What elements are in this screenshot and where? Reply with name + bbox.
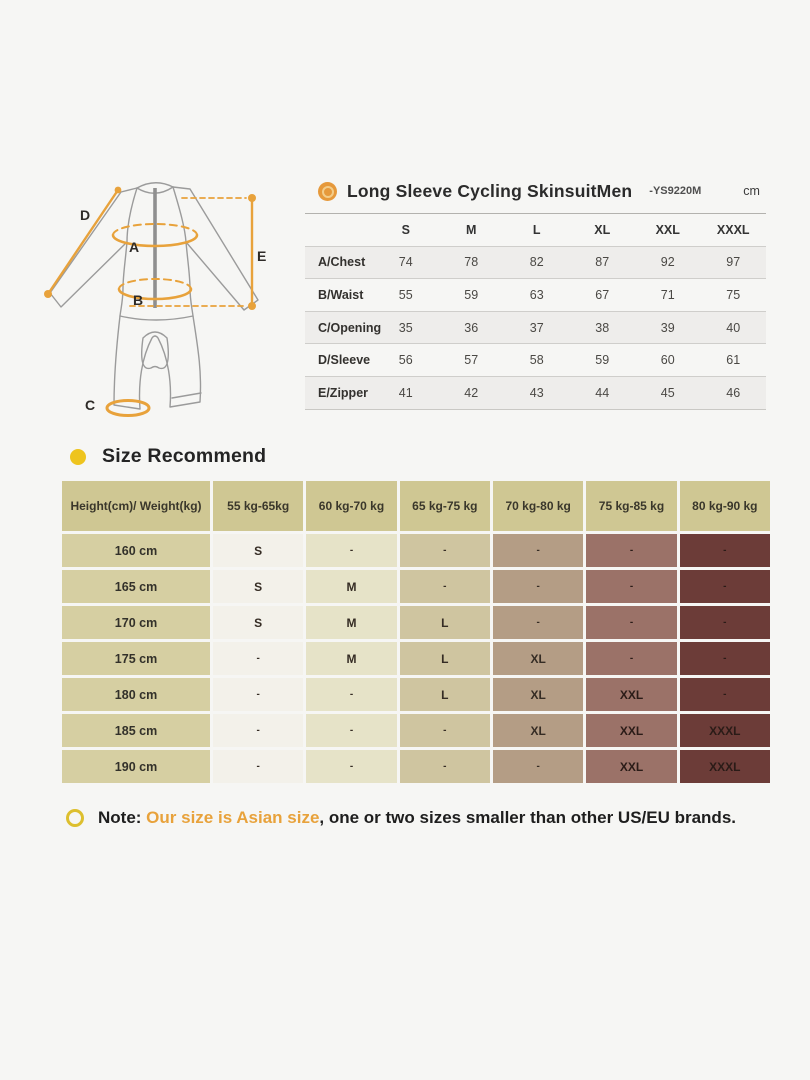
- height-row-header: 165 cm: [62, 570, 210, 603]
- recommend-size-cell: -: [680, 570, 770, 603]
- measurement-value: 74: [398, 255, 413, 270]
- product-title-row: [318, 179, 768, 203]
- size-column-header: XXL: [655, 222, 680, 237]
- measurement-lines: [48, 190, 252, 416]
- recommend-size-cell: -: [493, 570, 583, 603]
- recommend-size-cell: XL: [493, 714, 583, 747]
- recommend-size-cell: -: [306, 714, 396, 747]
- measurement-value: 59: [464, 287, 479, 302]
- recommend-size-cell: XXXL: [680, 714, 770, 747]
- brand-logo-icon: [318, 182, 337, 201]
- size-table-row: [305, 311, 766, 344]
- recommend-size-cell: -: [400, 534, 490, 567]
- measurement-value: 40: [726, 320, 741, 335]
- size-recommend-title: Size Recommend: [102, 445, 267, 467]
- recommend-size-cell: S: [213, 534, 303, 567]
- recommend-size-cell: XXXL: [680, 750, 770, 783]
- recommend-size-cell: -: [493, 534, 583, 567]
- measurement-value: 37: [529, 320, 544, 335]
- size-table-row: [305, 246, 766, 279]
- measurement-value: 67: [595, 287, 610, 302]
- product-title: Long Sleeve Cycling SkinsuitMen: [347, 180, 633, 201]
- height-row-header: 180 cm: [62, 678, 210, 711]
- weight-column-header: 70 kg-80 kg: [493, 481, 583, 531]
- note-rest: , one or two sizes smaller than other US/EU brands.: [319, 808, 736, 827]
- recommend-size-cell: -: [306, 534, 396, 567]
- height-row-header: 170 cm: [62, 606, 210, 639]
- measurement-value: 60: [660, 353, 675, 368]
- note-row: [66, 808, 776, 828]
- measurement-value: 36: [464, 320, 479, 335]
- measurement-labels: [80, 207, 266, 413]
- measurement-value: 46: [726, 385, 741, 400]
- weight-column-header: 75 kg-85 kg: [586, 481, 676, 531]
- recommend-size-cell: L: [400, 678, 490, 711]
- measurement-value: 57: [464, 353, 479, 368]
- recommend-size-cell: XL: [493, 678, 583, 711]
- measurement-label: A/Chest: [318, 255, 366, 270]
- weight-column-header: 55 kg-65kg: [213, 481, 303, 531]
- note-prefix: Note:: [98, 808, 147, 827]
- recommend-size-cell: XL: [493, 642, 583, 675]
- measurement-value: 45: [660, 385, 675, 400]
- measurement-value: 43: [529, 385, 544, 400]
- recommend-size-cell: -: [586, 606, 676, 639]
- weight-column-header: 80 kg-90 kg: [680, 481, 770, 531]
- size-column-header: XXXL: [716, 222, 750, 237]
- size-recommend-table: [62, 481, 770, 783]
- recommend-size-cell: XXL: [586, 750, 676, 783]
- note-text: [98, 808, 736, 828]
- measurement-value: 39: [660, 320, 675, 335]
- height-row-header: 190 cm: [62, 750, 210, 783]
- recommend-size-cell: -: [400, 714, 490, 747]
- unit-label: cm: [743, 184, 760, 198]
- measurement-value: 58: [529, 353, 544, 368]
- recommend-size-cell: -: [306, 678, 396, 711]
- measurement-value: 42: [464, 385, 479, 400]
- recommend-size-cell: -: [680, 678, 770, 711]
- label-a: A: [129, 239, 140, 255]
- measurement-label: D/Sleeve: [318, 353, 371, 368]
- recommend-size-cell: S: [213, 606, 303, 639]
- weight-column-header: 60 kg-70 kg: [306, 481, 396, 531]
- recommend-size-cell: -: [680, 642, 770, 675]
- measurement-label: C/Opening: [318, 320, 382, 335]
- recommend-size-cell: S: [213, 570, 303, 603]
- recommend-size-cell: -: [213, 678, 303, 711]
- label-e: E: [257, 248, 267, 264]
- skinsuit-measurement-diagram: [30, 158, 300, 436]
- size-column-header: M: [466, 222, 477, 237]
- recommend-size-cell: -: [680, 606, 770, 639]
- size-table-row: [305, 343, 766, 376]
- recommend-size-cell: -: [213, 642, 303, 675]
- measurement-label: E/Zipper: [318, 385, 369, 400]
- recommend-size-cell: L: [400, 606, 490, 639]
- height-row-header: 185 cm: [62, 714, 210, 747]
- recommend-size-cell: -: [213, 714, 303, 747]
- measurement-value: 38: [595, 320, 610, 335]
- recommend-size-cell: -: [586, 570, 676, 603]
- recommend-size-cell: XXL: [586, 678, 676, 711]
- recommend-corner-header: Height(cm)/ Weight(kg): [62, 481, 210, 531]
- size-column-header: XL: [594, 222, 611, 237]
- measurement-size-table: [305, 213, 766, 410]
- label-d: D: [80, 207, 91, 223]
- measurement-value: 97: [726, 255, 741, 270]
- measurement-value: 56: [398, 353, 413, 368]
- recommend-size-cell: L: [400, 642, 490, 675]
- measurement-value: 63: [529, 287, 544, 302]
- size-column-header: S: [401, 222, 410, 237]
- size-table-header-row: [305, 214, 766, 246]
- height-row-header: 160 cm: [62, 534, 210, 567]
- label-c: C: [85, 397, 96, 413]
- measurement-value: 61: [726, 353, 741, 368]
- yellow-bullet-icon: [70, 449, 86, 465]
- measurement-value: 75: [726, 287, 741, 302]
- size-table-row: [305, 278, 766, 311]
- recommend-size-cell: -: [306, 750, 396, 783]
- recommend-size-cell: -: [586, 642, 676, 675]
- size-recommend-heading: [70, 445, 266, 468]
- recommend-size-cell: -: [493, 606, 583, 639]
- measurement-value: 92: [660, 255, 675, 270]
- measurement-value: 35: [398, 320, 413, 335]
- label-b: B: [133, 292, 144, 308]
- measurement-value: 44: [595, 385, 610, 400]
- recommend-size-cell: -: [213, 750, 303, 783]
- size-column-header: L: [532, 222, 541, 237]
- size-table-row: [305, 376, 766, 409]
- measurement-value: 59: [595, 353, 610, 368]
- measurement-value: 87: [595, 255, 610, 270]
- recommend-size-cell: -: [493, 750, 583, 783]
- recommend-size-cell: XXL: [586, 714, 676, 747]
- weight-column-header: 65 kg-75 kg: [400, 481, 490, 531]
- note-highlight: Our size is Asian size: [146, 808, 320, 827]
- measurement-value: 55: [398, 287, 413, 302]
- height-row-header: 175 cm: [62, 642, 210, 675]
- recommend-size-cell: -: [400, 750, 490, 783]
- measurement-value: 78: [464, 255, 479, 270]
- recommend-size-cell: -: [586, 534, 676, 567]
- recommend-size-cell: M: [306, 642, 396, 675]
- recommend-size-cell: M: [306, 570, 396, 603]
- measurement-value: 41: [398, 385, 413, 400]
- recommend-size-cell: -: [680, 534, 770, 567]
- measurement-label: B/Waist: [318, 287, 364, 302]
- yellow-ring-icon: [66, 809, 84, 827]
- measurement-value: 71: [660, 287, 675, 302]
- measurement-value: 82: [529, 255, 544, 270]
- recommend-size-cell: M: [306, 606, 396, 639]
- recommend-size-cell: -: [400, 570, 490, 603]
- model-number: -YS9220M: [649, 185, 702, 197]
